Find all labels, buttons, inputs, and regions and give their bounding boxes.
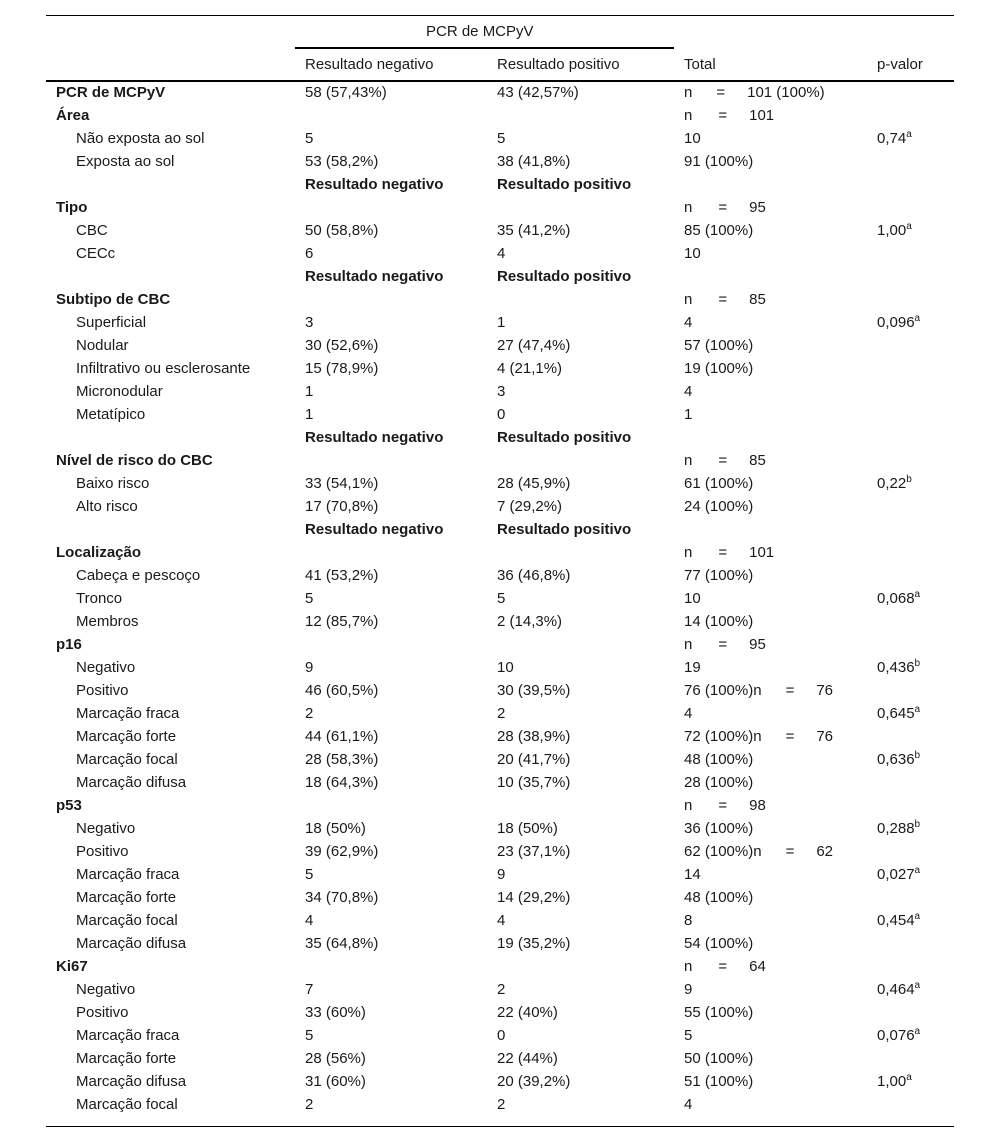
- cell-p-value: [877, 1073, 912, 1091]
- cell-negative: 5: [305, 866, 314, 883]
- cell-total: [684, 406, 692, 424]
- cell-total: [684, 912, 692, 930]
- cell-positive: 38 (41,8%): [497, 153, 571, 170]
- total-value: 10: [684, 130, 701, 147]
- cell-total: [684, 682, 833, 700]
- cell-total: [684, 360, 753, 378]
- col-header-p-value: p-valor: [877, 56, 923, 73]
- p-footnote-marker: a: [914, 313, 921, 324]
- row-section-label: Tipo: [56, 199, 88, 216]
- cell-p-value: [877, 1027, 920, 1045]
- row-section-label: Ki67: [56, 958, 88, 975]
- total-n-value: 98: [749, 797, 766, 814]
- cell-negative: 39 (62,9%): [305, 843, 379, 860]
- row-item-label: Superficial: [76, 314, 147, 331]
- p-footnote-marker: b: [914, 750, 921, 761]
- row-item-label: Marcação fraca: [76, 1027, 180, 1044]
- total-n-value: 85: [749, 291, 766, 308]
- cell-negative: 34 (70,8%): [305, 889, 379, 906]
- total-value: 4: [684, 1096, 693, 1113]
- total-n-value: 76: [816, 682, 834, 699]
- cell-total: [684, 613, 753, 631]
- subheader-negative: Resultado negativo: [305, 521, 444, 538]
- cell-positive: 22 (44%): [497, 1050, 558, 1067]
- total-value: 91 (100%): [684, 153, 754, 170]
- total-value: 19 (100%): [684, 360, 754, 377]
- p-value: 0,74: [877, 130, 907, 147]
- p-value: 0,068: [877, 590, 915, 607]
- cell-negative: 7: [305, 981, 314, 998]
- header-rule: [46, 80, 954, 82]
- cell-total: [684, 843, 833, 861]
- cell-positive: 2: [497, 981, 506, 998]
- cell-negative: 1: [305, 383, 314, 400]
- p-footnote-marker: a: [914, 589, 921, 600]
- cell-p-value: [877, 751, 920, 769]
- cell-positive: 28 (45,9%): [497, 475, 571, 492]
- group-header: PCR de MCPyV: [426, 23, 534, 40]
- cell-total: [684, 498, 753, 516]
- cell-positive: 5: [497, 130, 506, 147]
- cell-total: [684, 774, 753, 792]
- total-value: 9: [684, 981, 693, 998]
- p-footnote-marker: a: [906, 1072, 912, 1083]
- cell-total: [684, 337, 753, 355]
- row-item-label: Não exposta ao sol: [76, 130, 205, 147]
- cell-total: [684, 222, 753, 240]
- p-footnote-marker: a: [914, 980, 921, 991]
- cell-total: [684, 820, 753, 838]
- cell-negative: 41 (53,2%): [305, 567, 379, 584]
- row-item-label: CBC: [76, 222, 108, 239]
- row-item-label: Marcação focal: [76, 1096, 178, 1113]
- cell-total-n: n = 64: [684, 958, 766, 975]
- cell-positive: 14 (29,2%): [497, 889, 571, 906]
- row-item-label: Marcação difusa: [76, 1073, 187, 1090]
- cell-total-n: n = 101: [684, 544, 775, 561]
- total-value: 61 (100%): [684, 475, 754, 492]
- row-item-label: Positivo: [76, 1004, 129, 1021]
- cell-positive: 4: [497, 912, 506, 929]
- p-value: 0,22: [877, 475, 907, 492]
- total-n-value: 64: [749, 958, 766, 975]
- cell-total-n: n = 95: [684, 199, 766, 216]
- group-rule: [295, 47, 674, 49]
- total-n-value: 101: [749, 544, 775, 561]
- cell-negative: 5: [305, 1027, 314, 1044]
- total-value: 57 (100%): [684, 337, 754, 354]
- row-item-label: Exposta ao sol: [76, 153, 175, 170]
- cell-p-value: [877, 981, 920, 999]
- subheader-negative: Resultado negativo: [305, 176, 444, 193]
- cell-negative: 9: [305, 659, 314, 676]
- cell-total: [684, 383, 692, 401]
- row-section-label: Área: [56, 107, 90, 124]
- row-section-label: p16: [56, 636, 82, 653]
- cell-positive: 36 (46,8%): [497, 567, 571, 584]
- cell-total-n: n = 95: [684, 636, 766, 653]
- cell-positive: 22 (40%): [497, 1004, 558, 1021]
- total-n-value: 95: [749, 636, 766, 653]
- cell-negative: 15 (78,9%): [305, 360, 379, 377]
- row-item-label: Marcação focal: [76, 912, 178, 929]
- cell-negative: 53 (58,2%): [305, 153, 379, 170]
- row-item-label: Marcação fraca: [76, 705, 180, 722]
- cell-p-value: [877, 705, 920, 723]
- total-value: 8: [684, 912, 693, 929]
- subheader-positive: Resultado positivo: [497, 521, 632, 538]
- cell-negative: 58 (57,43%): [305, 84, 387, 101]
- cell-positive: 10: [497, 659, 514, 676]
- row-item-label: Cabeça e pescoço: [76, 567, 201, 584]
- cell-total: [684, 245, 701, 263]
- cell-positive: 4: [497, 245, 506, 262]
- col-header-negative: Resultado negativo: [305, 56, 434, 73]
- cell-negative: 31 (60%): [305, 1073, 366, 1090]
- row-item-label: Baixo risco: [76, 475, 150, 492]
- row-item-label: Marcação forte: [76, 889, 177, 906]
- cell-positive: 1: [497, 314, 506, 331]
- total-value: 10: [684, 590, 701, 607]
- row-item-label: Positivo: [76, 682, 129, 699]
- p-footnote-marker: a: [914, 704, 921, 715]
- total-value: 4: [684, 705, 693, 722]
- subheader-negative: Resultado negativo: [305, 268, 444, 285]
- p-value: 1,00: [877, 1073, 907, 1090]
- cell-total: [684, 153, 753, 171]
- cell-negative: 12 (85,7%): [305, 613, 379, 630]
- total-n-value: 85: [749, 452, 766, 469]
- cell-negative: 35 (64,8%): [305, 935, 379, 952]
- cell-total-n: n = 85: [684, 291, 766, 308]
- row-section-label: Localização: [56, 544, 142, 561]
- p-value: 0,464: [877, 981, 915, 998]
- subheader-positive: Resultado positivo: [497, 429, 632, 446]
- cell-total: [684, 705, 692, 723]
- total-value: 28 (100%): [684, 774, 754, 791]
- cell-positive: 9: [497, 866, 506, 883]
- cell-negative: 30 (52,6%): [305, 337, 379, 354]
- p-value: 0,076: [877, 1027, 915, 1044]
- cell-positive: 0: [497, 1027, 506, 1044]
- total-value: 48 (100%): [684, 751, 754, 768]
- cell-total: [684, 1004, 753, 1022]
- cell-positive: 2: [497, 705, 506, 722]
- p-footnote-marker: b: [906, 474, 912, 485]
- cell-negative: 28 (56%): [305, 1050, 366, 1067]
- cell-negative: 2: [305, 705, 314, 722]
- row-item-label: Marcação fraca: [76, 866, 180, 883]
- total-value: 5: [684, 1027, 693, 1044]
- cell-p-value: [877, 314, 920, 332]
- cell-total: [684, 935, 753, 953]
- cell-total: [684, 1073, 753, 1091]
- row-item-label: Negativo: [76, 659, 136, 676]
- total-value: 14 (100%): [684, 613, 754, 630]
- cell-positive: 23 (37,1%): [497, 843, 571, 860]
- subheader-positive: Resultado positivo: [497, 268, 632, 285]
- cell-negative: 18 (50%): [305, 820, 366, 837]
- row-section-label: p53: [56, 797, 82, 814]
- cell-total: [684, 1050, 753, 1068]
- cell-total-n: n = 101: [684, 107, 775, 124]
- total-n-value: 62: [816, 843, 834, 860]
- cell-total: [684, 728, 833, 746]
- subheader-negative: Resultado negativo: [305, 429, 444, 446]
- cell-total: [684, 981, 692, 999]
- cell-total: [684, 590, 701, 608]
- cell-negative: 33 (60%): [305, 1004, 366, 1021]
- row-section-label: Nível de risco do CBC: [56, 452, 213, 469]
- row-item-label: Marcação focal: [76, 751, 178, 768]
- cell-negative: 6: [305, 245, 314, 262]
- total-value: 62 (100%): [684, 843, 754, 860]
- total-value: 36 (100%): [684, 820, 754, 837]
- total-value: 76 (100%): [684, 682, 754, 699]
- total-value: 14: [684, 866, 701, 883]
- col-header-total: Total: [684, 56, 716, 73]
- cell-positive: 4 (21,1%): [497, 360, 563, 377]
- cell-negative: 5: [305, 590, 314, 607]
- cell-negative: 3: [305, 314, 314, 331]
- total-value: 48 (100%): [684, 889, 754, 906]
- cell-total: [684, 751, 753, 769]
- total-value: 54 (100%): [684, 935, 754, 952]
- cell-positive: 10 (35,7%): [497, 774, 571, 791]
- top-rule: [46, 15, 954, 16]
- cell-positive: 5: [497, 590, 506, 607]
- total-value: 51 (100%): [684, 1073, 754, 1090]
- row-item-label: Metatípico: [76, 406, 146, 423]
- cell-positive: 20 (39,2%): [497, 1073, 571, 1090]
- p-value: 0,096: [877, 314, 915, 331]
- row-item-label: Marcação forte: [76, 728, 177, 745]
- cell-p-value: [877, 475, 912, 493]
- cell-positive: 19 (35,2%): [497, 935, 571, 952]
- total-value: 77 (100%): [684, 567, 754, 584]
- cell-positive: 30 (39,5%): [497, 682, 571, 699]
- cell-negative: 1: [305, 406, 314, 423]
- p-value: 0,027: [877, 866, 915, 883]
- row-item-label: Positivo: [76, 843, 129, 860]
- cell-positive: 27 (47,4%): [497, 337, 571, 354]
- cell-positive: 35 (41,2%): [497, 222, 571, 239]
- total-value: 10: [684, 245, 701, 262]
- cell-positive: 18 (50%): [497, 820, 558, 837]
- p-value: 0,454: [877, 912, 915, 929]
- cell-total: [684, 314, 692, 332]
- row-item-label: Marcação difusa: [76, 774, 187, 791]
- total-value: 1: [684, 406, 693, 423]
- total-value: 19: [684, 659, 701, 676]
- cell-positive: 2: [497, 1096, 506, 1113]
- p-value: 0,436: [877, 659, 915, 676]
- cell-positive: 0: [497, 406, 506, 423]
- total-n-value: 76: [816, 728, 834, 745]
- cell-p-value: [877, 222, 912, 240]
- p-footnote-marker: b: [914, 819, 921, 830]
- p-footnote-marker: a: [906, 129, 912, 140]
- p-value: 0,288: [877, 820, 915, 837]
- total-n-value: 101 (100%): [747, 84, 825, 101]
- row-item-label: Membros: [76, 613, 139, 630]
- row-item-label: Micronodular: [76, 383, 163, 400]
- bottom-rule: [46, 1126, 954, 1127]
- p-footnote-marker: a: [914, 1026, 921, 1037]
- p-footnote-marker: a: [906, 221, 912, 232]
- cell-total: [684, 889, 753, 907]
- p-footnote-marker: a: [914, 865, 921, 876]
- total-n-value: 101: [749, 107, 775, 124]
- cell-total: [684, 130, 701, 148]
- total-n-inline: n = 76: [753, 728, 834, 745]
- row-item-label: Negativo: [76, 820, 136, 837]
- row-item-label: Nodular: [76, 337, 129, 354]
- cell-negative: 28 (58,3%): [305, 751, 379, 768]
- total-value: 55 (100%): [684, 1004, 754, 1021]
- cell-total-n: n = 85: [684, 452, 766, 469]
- total-n-inline: n = 76: [753, 682, 834, 699]
- cell-negative: 2: [305, 1096, 314, 1113]
- cell-total: [684, 659, 701, 677]
- total-value: 85 (100%): [684, 222, 754, 239]
- subheader-positive: Resultado positivo: [497, 176, 632, 193]
- cell-p-value: [877, 866, 920, 884]
- cell-p-value: [877, 130, 912, 148]
- cell-total: [684, 866, 701, 884]
- cell-negative: 5: [305, 130, 314, 147]
- row-item-label: Alto risco: [76, 498, 138, 515]
- cell-p-value: [877, 820, 920, 838]
- cell-total: [684, 1096, 692, 1114]
- cell-total-n: n = 98: [684, 797, 766, 814]
- total-n-inline: n = 62: [753, 843, 834, 860]
- cell-p-value: [877, 912, 920, 930]
- row-section-label: Subtipo de CBC: [56, 291, 171, 308]
- cell-p-value: [877, 659, 920, 677]
- cell-total: [684, 567, 753, 585]
- cell-total: [684, 475, 753, 493]
- p-value: 0,636: [877, 751, 915, 768]
- total-value: 4: [684, 383, 693, 400]
- row-item-label: Marcação forte: [76, 1050, 177, 1067]
- cell-total-n: n = 101 (100%): [684, 84, 825, 101]
- cell-negative: 33 (54,1%): [305, 475, 379, 492]
- cell-positive: 2 (14,3%): [497, 613, 563, 630]
- cell-negative: 17 (70,8%): [305, 498, 379, 515]
- total-n-value: 95: [749, 199, 766, 216]
- cell-positive: 20 (41,7%): [497, 751, 571, 768]
- cell-total: [684, 1027, 692, 1045]
- row-item-label: Negativo: [76, 981, 136, 998]
- row-item-label: Marcação difusa: [76, 935, 187, 952]
- p-value: 1,00: [877, 222, 907, 239]
- row-section-label: PCR de MCPyV: [56, 84, 166, 101]
- cell-negative: 18 (64,3%): [305, 774, 379, 791]
- p-footnote-marker: a: [914, 911, 921, 922]
- total-value: 50 (100%): [684, 1050, 754, 1067]
- col-header-positive: Resultado positivo: [497, 56, 620, 73]
- cell-negative: 44 (61,1%): [305, 728, 379, 745]
- row-item-label: CECc: [76, 245, 116, 262]
- cell-positive: 43 (42,57%): [497, 84, 579, 101]
- cell-positive: 3: [497, 383, 506, 400]
- total-value: 4: [684, 314, 693, 331]
- row-item-label: Tronco: [76, 590, 123, 607]
- cell-p-value: [877, 590, 920, 608]
- total-value: 24 (100%): [684, 498, 754, 515]
- cell-negative: 4: [305, 912, 314, 929]
- p-value: 0,645: [877, 705, 915, 722]
- p-footnote-marker: b: [914, 658, 921, 669]
- cell-positive: 7 (29,2%): [497, 498, 563, 515]
- row-item-label: Infiltrativo ou esclerosante: [76, 360, 251, 377]
- cell-positive: 28 (38,9%): [497, 728, 571, 745]
- total-value: 72 (100%): [684, 728, 754, 745]
- cell-negative: 46 (60,5%): [305, 682, 379, 699]
- cell-negative: 50 (58,8%): [305, 222, 379, 239]
